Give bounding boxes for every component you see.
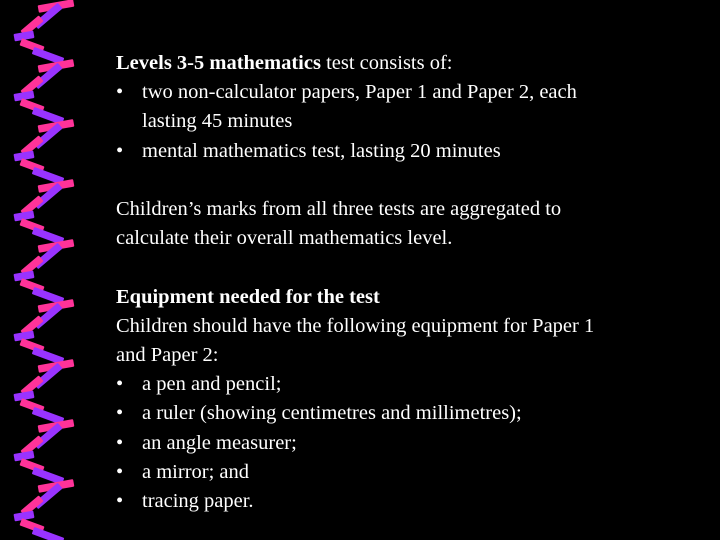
equipment-item-1: [116, 370, 696, 399]
equipment-item-5-text: tracing paper.: [142, 490, 254, 513]
bullet: •: [116, 402, 124, 425]
slide-body: [116, 49, 696, 516]
equipment-item-5: [116, 487, 696, 516]
bullet: •: [116, 81, 124, 104]
test-item-2: [116, 137, 696, 166]
bullet: •: [116, 139, 124, 162]
equipment-item-4-text: a mirror; and: [142, 460, 250, 483]
wave-stripe: [32, 527, 65, 540]
equipment-item-1-text: a pen and pencil;: [142, 373, 282, 396]
test-item-1-line-1: two non-calculator papers, Paper 1 and Paper 2, each: [142, 81, 577, 104]
aggregation-line-1: Children’s marks from all three tests are aggregated to: [116, 198, 562, 220]
bullet: •: [116, 431, 124, 454]
wave-stripe-decoration: [0, 0, 110, 540]
equipment-item-2-text: a ruler (showing centimetres and millimetres);: [142, 402, 522, 425]
spacer: [116, 166, 696, 195]
bullet: •: [116, 490, 124, 513]
test-item-2-line-1: mental mathematics test, lasting 20 minutes: [142, 139, 501, 162]
equipment-item-3: [116, 429, 696, 458]
intro-line: [116, 49, 696, 78]
equipment-heading: [116, 283, 696, 312]
bullet: •: [116, 460, 124, 483]
test-item-1: [116, 78, 696, 136]
equipment-item-4: [116, 458, 696, 487]
intro-bold-lead: Levels 3-5 mathematics: [116, 52, 321, 74]
equipment-intro-line-2: and Paper 2:: [116, 344, 219, 366]
wave-stripe-bar: [32, 527, 65, 540]
equipment-heading-text: Equipment needed for the test: [116, 285, 380, 308]
equipment-intro-line-1: Children should have the following equipment for Paper 1: [116, 314, 595, 337]
equipment-item-2: [116, 399, 696, 428]
intro-rest: test consists of:: [320, 52, 453, 74]
aggregation-line-2: calculate their overall mathematics level.: [116, 227, 453, 250]
spacer: [116, 253, 696, 282]
test-item-1-line-2: lasting 45 minutes: [142, 110, 293, 133]
equipment-item-3-text: an angle measurer;: [142, 431, 297, 454]
bullet: •: [116, 373, 124, 396]
